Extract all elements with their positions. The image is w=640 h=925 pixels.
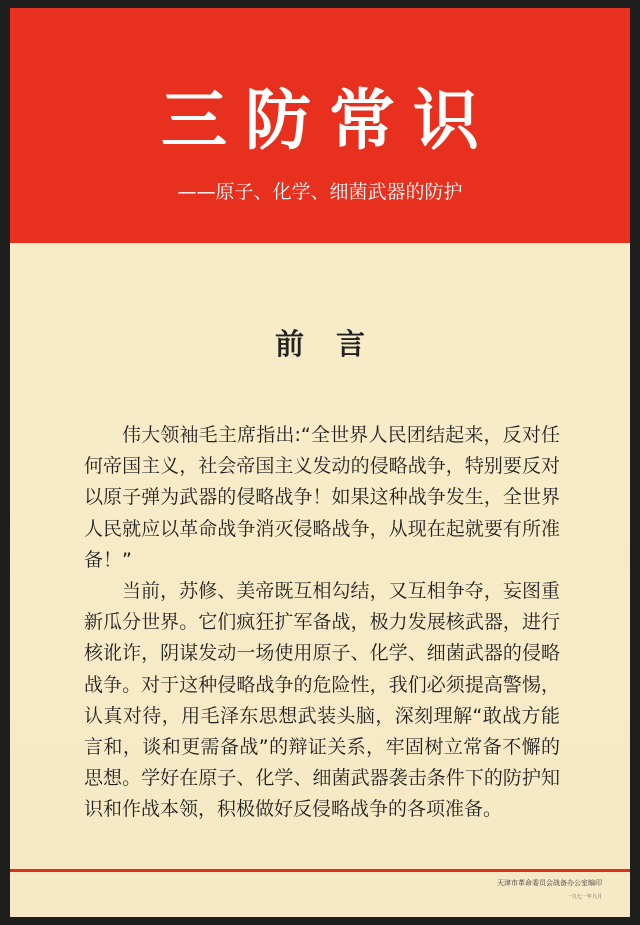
poster bbox=[10, 8, 630, 917]
title-banner bbox=[10, 8, 630, 243]
preface-heading-char-2: 言 bbox=[336, 327, 366, 361]
preface-heading-char-1: 前 bbox=[274, 327, 304, 361]
publisher-imprint: 天津市革命委员会战备办公室编印 bbox=[497, 879, 602, 887]
publication-date: 一九七一年九月 bbox=[566, 894, 602, 900]
footer-divider bbox=[10, 869, 630, 872]
preface-paragraph-1: 伟大领袖毛主席指出:“全世界人民团结起来，反对任何帝国主义，社会帝国主义发动的侵略战争，特别要反对以原子弹为武器的侵略战争！如果这种战争发生，全世界人民就应以革命战争消灭侵略战争，从现在起就要有所准备！” bbox=[84, 424, 560, 571]
poster-title: 三防常识 bbox=[161, 81, 497, 159]
preface-body bbox=[84, 420, 560, 826]
preface-heading bbox=[10, 326, 630, 362]
poster-subtitle: ——原子、化学、细菌武器的防护 bbox=[177, 181, 463, 203]
preface-paragraph-2: 当前，苏修、美帝既互相勾结，又互相争夺，妄图重新瓜分世界。它们疯狂扩军备战，极力发展核武器，进行核讹诈，阴谋发动一场使用原子、化学、细菌武器的侵略战争。对于这种侵略战争的危险性，我们必须提高警惕，认真对待，用毛泽东思想武装头脑，深刻理解“敢战方能言和，谈和更需备战”的辩证关系，牢固树立常备不懈的思想。学好在原子、化学、细菌武器袭击条件下的防护知识和作战本领，积极做好反侵略战争的各项准备。 bbox=[84, 580, 560, 821]
